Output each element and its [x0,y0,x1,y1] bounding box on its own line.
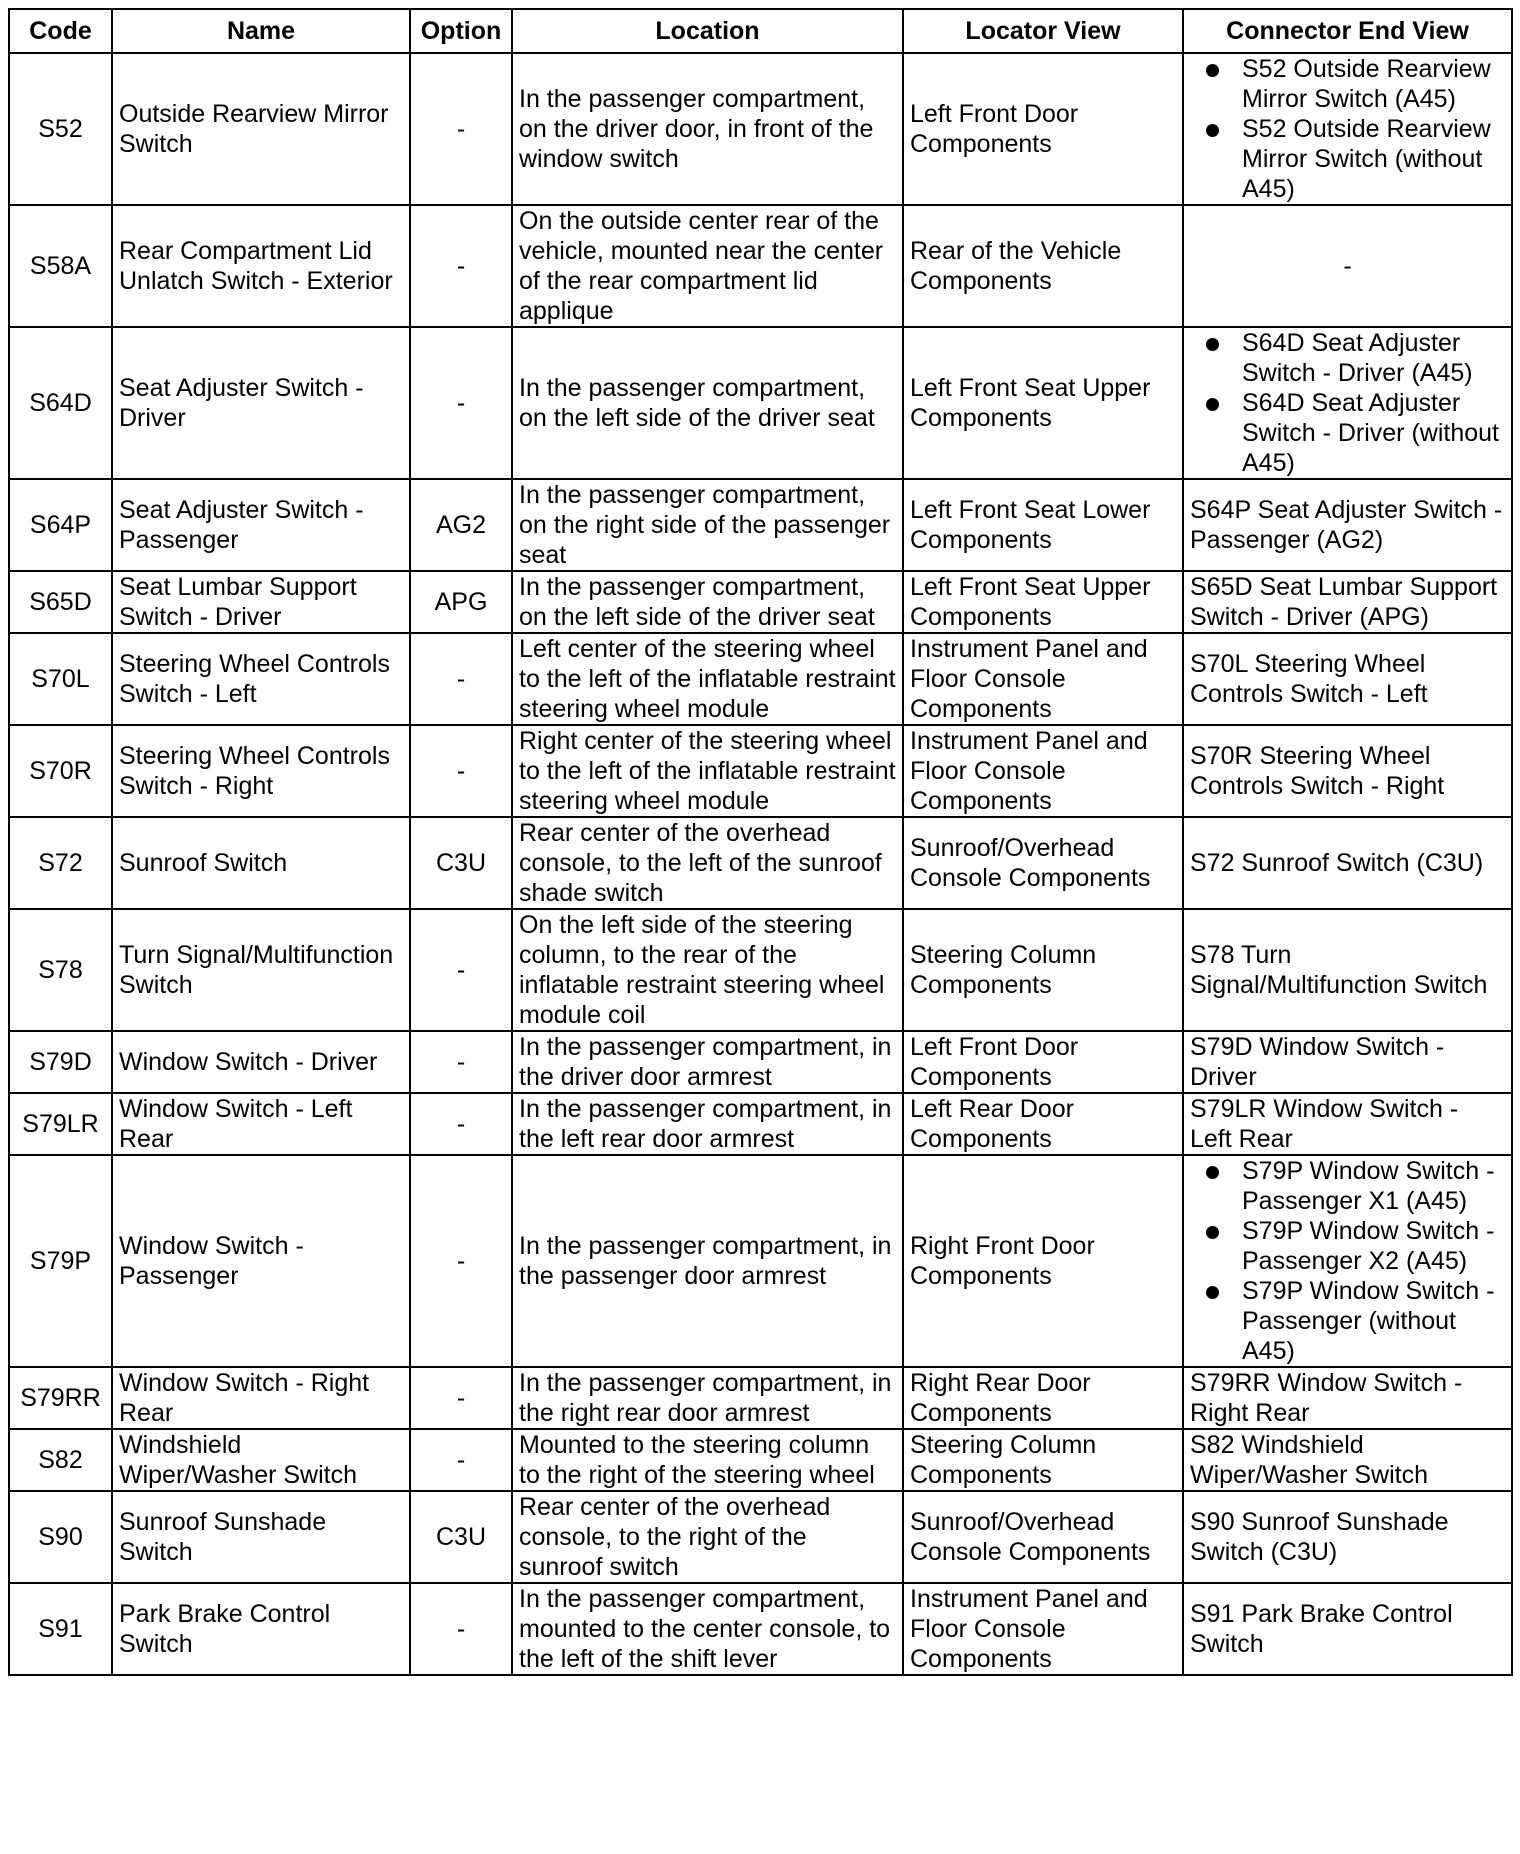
cell-code: S64D [9,327,112,479]
cell-option: - [410,1583,512,1675]
cell-code: S78 [9,909,112,1031]
table-row [9,1491,1512,1583]
cell-code: S79LR [9,1093,112,1155]
table-row [9,1429,1512,1491]
cell-locator-view: Left Rear Door Components [903,1093,1183,1155]
cell-option: - [410,909,512,1031]
connector-view-item: S64D Seat Adjuster Switch - Driver (A45) [1242,328,1505,388]
cell-connector-end-view [1183,327,1512,479]
cell-code: S79RR [9,1367,112,1429]
table-row [9,53,1512,205]
cell-locator-view: Instrument Panel and Floor Console Components [903,725,1183,817]
cell-name: Sunroof Sunshade Switch [112,1491,410,1583]
cell-connector-end-view: S79D Window Switch - Driver [1183,1031,1512,1093]
connector-view-item: S79P Window Switch - Passenger X2 (A45) [1242,1216,1505,1276]
cell-code: S65D [9,571,112,633]
connector-view-item: S52 Outside Rearview Mirror Switch (A45) [1242,54,1505,114]
cell-location: Rear center of the overhead console, to the right of the sunroof switch [512,1491,903,1583]
table-header [9,9,1512,53]
cell-location: In the passenger compartment, in the driver door armrest [512,1031,903,1093]
cell-code: S91 [9,1583,112,1675]
cell-option: C3U [410,1491,512,1583]
cell-location: In the passenger compartment, on the left side of the driver seat [512,327,903,479]
header-row [9,9,1512,53]
cell-connector-end-view: S64P Seat Adjuster Switch - Passenger (AG2) [1183,479,1512,571]
table-row [9,1093,1512,1155]
cell-name: Park Brake Control Switch [112,1583,410,1675]
cell-name: Seat Adjuster Switch - Passenger [112,479,410,571]
cell-location: On the outside center rear of the vehicle, mounted near the center of the rear compartment lid applique [512,205,903,327]
cell-name: Windshield Wiper/Washer Switch [112,1429,410,1491]
cell-connector-end-view: S65D Seat Lumbar Support Switch - Driver (APG) [1183,571,1512,633]
cell-location: In the passenger compartment, mounted to the center console, to the left of the shift lever [512,1583,903,1675]
cell-location: In the passenger compartment, on the right side of the passenger seat [512,479,903,571]
table-row [9,1031,1512,1093]
table-row [9,205,1512,327]
cell-connector-end-view: S79LR Window Switch - Left Rear [1183,1093,1512,1155]
cell-locator-view: Left Front Seat Upper Components [903,327,1183,479]
cell-option: - [410,1093,512,1155]
cell-locator-view: Left Front Door Components [903,53,1183,205]
cell-connector-end-view [1183,1155,1512,1367]
cell-location: In the passenger compartment, on the left side of the driver seat [512,571,903,633]
connector-view-item: S79P Window Switch - Passenger (without A45) [1242,1276,1505,1366]
cell-option: APG [410,571,512,633]
cell-connector-end-view: - [1183,205,1512,327]
cell-locator-view: Right Front Door Components [903,1155,1183,1367]
cell-location: In the passenger compartment, in the left rear door armrest [512,1093,903,1155]
table-row [9,1155,1512,1367]
cell-name: Window Switch - Passenger [112,1155,410,1367]
connector-view-list [1190,1156,1505,1366]
header-name: Name [112,9,410,53]
cell-code: S64P [9,479,112,571]
cell-code: S79D [9,1031,112,1093]
cell-option: C3U [410,817,512,909]
cell-name: Seat Lumbar Support Switch - Driver [112,571,410,633]
header-code: Code [9,9,112,53]
cell-code: S58A [9,205,112,327]
table-row [9,479,1512,571]
cell-connector-end-view: S82 Windshield Wiper/Washer Switch [1183,1429,1512,1491]
cell-option: - [410,1155,512,1367]
cell-code: S90 [9,1491,112,1583]
cell-connector-end-view: S90 Sunroof Sunshade Switch (C3U) [1183,1491,1512,1583]
cell-connector-end-view: S72 Sunroof Switch (C3U) [1183,817,1512,909]
table-row [9,1367,1512,1429]
cell-name: Rear Compartment Lid Unlatch Switch - Exterior [112,205,410,327]
cell-locator-view: Steering Column Components [903,1429,1183,1491]
cell-location: In the passenger compartment, in the passenger door armrest [512,1155,903,1367]
cell-option: - [410,1031,512,1093]
table-row [9,1583,1512,1675]
cell-locator-view: Instrument Panel and Floor Console Components [903,633,1183,725]
cell-locator-view: Sunroof/Overhead Console Components [903,817,1183,909]
cell-locator-view: Left Front Seat Upper Components [903,571,1183,633]
cell-option: - [410,1367,512,1429]
table-row [9,909,1512,1031]
cell-locator-view: Right Rear Door Components [903,1367,1183,1429]
cell-name: Window Switch - Driver [112,1031,410,1093]
table-row [9,725,1512,817]
cell-name: Steering Wheel Controls Switch - Left [112,633,410,725]
cell-code: S82 [9,1429,112,1491]
cell-name: Window Switch - Left Rear [112,1093,410,1155]
cell-location: Mounted to the steering column to the right of the steering wheel [512,1429,903,1491]
cell-connector-end-view: S78 Turn Signal/Multifunction Switch [1183,909,1512,1031]
cell-location: Right center of the steering wheel to the left of the inflatable restraint steering wheel module [512,725,903,817]
cell-location: Rear center of the overhead console, to the left of the sunroof shade switch [512,817,903,909]
cell-connector-end-view: S79RR Window Switch - Right Rear [1183,1367,1512,1429]
table-body [9,53,1512,1675]
cell-option: - [410,633,512,725]
cell-name: Seat Adjuster Switch - Driver [112,327,410,479]
cell-locator-view: Rear of the Vehicle Components [903,205,1183,327]
cell-location: In the passenger compartment, on the driver door, in front of the window switch [512,53,903,205]
connector-view-list [1190,54,1505,204]
cell-name: Turn Signal/Multifunction Switch [112,909,410,1031]
connector-view-list [1190,328,1505,478]
component-locator-table [8,8,1513,1676]
table-row [9,571,1512,633]
cell-option: - [410,53,512,205]
cell-name: Outside Rearview Mirror Switch [112,53,410,205]
cell-option: - [410,725,512,817]
table-row [9,633,1512,725]
cell-location: Left center of the steering wheel to the left of the inflatable restraint steering wheel module [512,633,903,725]
table-row [9,817,1512,909]
cell-connector-end-view: S91 Park Brake Control Switch [1183,1583,1512,1675]
cell-code: S52 [9,53,112,205]
cell-connector-end-view [1183,53,1512,205]
connector-view-item: S79P Window Switch - Passenger X1 (A45) [1242,1156,1505,1216]
cell-code: S79P [9,1155,112,1367]
cell-name: Sunroof Switch [112,817,410,909]
header-option: Option [410,9,512,53]
cell-code: S70R [9,725,112,817]
cell-location: On the left side of the steering column, to the rear of the inflatable restraint steering wheel module coil [512,909,903,1031]
cell-option: - [410,205,512,327]
cell-option: - [410,327,512,479]
header-locator-view: Locator View [903,9,1183,53]
cell-locator-view: Sunroof/Overhead Console Components [903,1491,1183,1583]
header-connector-end-view: Connector End View [1183,9,1512,53]
cell-connector-end-view: S70R Steering Wheel Controls Switch - Right [1183,725,1512,817]
cell-locator-view: Instrument Panel and Floor Console Components [903,1583,1183,1675]
cell-locator-view: Steering Column Components [903,909,1183,1031]
cell-option: AG2 [410,479,512,571]
cell-connector-end-view: S70L Steering Wheel Controls Switch - Left [1183,633,1512,725]
header-location: Location [512,9,903,53]
connector-view-item: S52 Outside Rearview Mirror Switch (without A45) [1242,114,1505,204]
cell-location: In the passenger compartment, in the right rear door armrest [512,1367,903,1429]
cell-locator-view: Left Front Seat Lower Components [903,479,1183,571]
cell-name: Steering Wheel Controls Switch - Right [112,725,410,817]
cell-code: S72 [9,817,112,909]
connector-view-item: S64D Seat Adjuster Switch - Driver (without A45) [1242,388,1505,478]
cell-name: Window Switch - Right Rear [112,1367,410,1429]
table-row [9,327,1512,479]
cell-code: S70L [9,633,112,725]
cell-option: - [410,1429,512,1491]
cell-locator-view: Left Front Door Components [903,1031,1183,1093]
